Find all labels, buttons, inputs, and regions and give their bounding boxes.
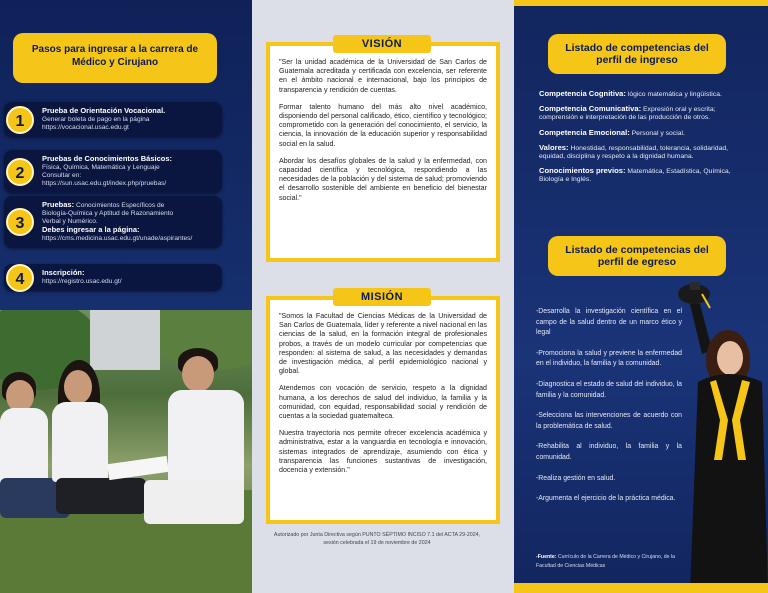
step-2 xyxy=(4,150,222,193)
list-item: -Realiza gestión en salud. xyxy=(536,474,616,482)
item-label: Competencia Cognitiva: xyxy=(539,89,626,98)
step-4 xyxy=(4,264,222,291)
step-number: 1 xyxy=(6,106,34,134)
source-note xyxy=(536,553,684,570)
bottom-accent xyxy=(514,583,768,593)
step-link[interactable]: https://cms.medicina.usac.edu.gt/unade/aspirantes/ xyxy=(42,235,193,242)
step-3 xyxy=(4,196,222,248)
item-text: Matemática, Estadística, Química, Biología e Inglés. xyxy=(539,168,731,184)
list-item xyxy=(539,90,751,99)
step-1 xyxy=(4,102,222,137)
ingreso-title: Listado de competencias del perfil de ingreso xyxy=(548,34,726,74)
egreso-title: Listado de competencias del perfil de egreso xyxy=(548,236,726,276)
step-title: Prueba de Orientación Vocacional. xyxy=(42,106,166,115)
list-item xyxy=(539,167,751,184)
step-subtitle: Debes ingresar a la página: xyxy=(42,225,140,234)
step-title: Inscripción: xyxy=(42,268,85,277)
step-number: 4 xyxy=(6,264,34,292)
step-title: Pruebas de Conocimientos Básicos: xyxy=(42,154,173,163)
vision-mission-panel xyxy=(252,0,514,593)
step-number: 2 xyxy=(6,158,34,186)
graduate-photo xyxy=(676,280,768,593)
vision-paragraph: "Ser la unidad académica de la Universidad de San Carlos de Guatemala acreditada y certificada con excelencia, ser referente en el ámbito nacional e internacional, bajo los principios de transparencia y rendición de cuentas. xyxy=(279,58,487,94)
vision-box xyxy=(266,42,500,262)
item-text: Expresión oral y escrita; comprensión e interpretación de las producción de otros. xyxy=(539,106,716,122)
item-text: Honestidad, responsabilidad, tolerancia, solidaridad, equidad, disciplina y respeto a la dignidad humana. xyxy=(539,144,729,161)
steps-panel xyxy=(0,0,252,593)
list-item: -Desarrolla la investigación científica en el campo de la salud dentro de un marco ético y legal xyxy=(536,308,682,337)
steps-title: Pasos para ingresar a la carrera de Médico y Cirujano xyxy=(13,33,217,83)
list-item: -Selecciona las intervenciones de acuerdo con la problemática de salud. xyxy=(536,412,682,430)
step-title: Pruebas: xyxy=(42,200,75,209)
list-item: -Rehabilita al individuo, la familia y la comunidad. xyxy=(536,443,682,461)
list-item xyxy=(539,105,751,122)
step-text: Conocimientos Específicos de xyxy=(75,202,165,209)
list-item: -Argumenta el ejercicio de la práctica médica. xyxy=(536,495,676,503)
item-label: Competencia Comunicativa: xyxy=(539,104,642,114)
mission-box xyxy=(266,296,500,524)
mission-paragraph: Nuestra trayectoria nos permite ofrecer excelencia académica y administrativa, estar a la vanguardia en tecnología e innovación, sistemas integrados de aprendizaje, asumiendo con ética y transparencia las funciones sustantivas de investigación, docencia y extensión." xyxy=(279,429,487,475)
item-label: Competencia Emocional: xyxy=(539,127,630,137)
step-text: Consultar en: xyxy=(42,172,82,179)
source-label: -Fuente: xyxy=(536,554,557,560)
top-accent xyxy=(514,0,768,6)
step-text: Generar boleta de pago en la página xyxy=(42,116,150,123)
ingreso-list xyxy=(539,90,751,191)
egreso-list xyxy=(536,307,682,515)
mission-label: MISIÓN xyxy=(333,288,431,306)
mission-paragraph: "Somos la Facultad de Ciencias Médicas de la Universidad de San Carlos de Guatemala, líder y referente a nivel nacional en las ciencias de la salud, en la formación integral de profesionales probos, a través de un modelo curricular por competencias que responden: al sistema de salud, a las necesidades y demandas de investigación médica, al perfil epidemiológico nacional y global. xyxy=(279,312,487,376)
list-item: -Promociona la salud y previene la enfermedad en el individuo, la familia y la comunidad. xyxy=(536,349,682,368)
list-item xyxy=(539,129,751,138)
step-link[interactable]: https://vocacional.usac.edu.gt xyxy=(42,124,129,131)
mission-paragraph: Atendemos con vocación de servicio, respeto a la dignidad humana, a los derechos de salud del individuo, la familia y la comunidad, con equidad, responsabilidad social y rendición de cuentas a la sociedad guatemalteca. xyxy=(279,384,487,421)
vision-label: VISIÓN xyxy=(333,35,431,53)
item-text: lógico matemática y lingüística. xyxy=(627,91,722,98)
step-text: Biología-Química y Aptitud de Razonamiento xyxy=(42,210,174,217)
list-item xyxy=(539,144,751,161)
vision-paragraph: Abordar los desafíos globales de la salud y la enfermedad, con capacidad científica y tecnológica, respondiendo a las necesidades de la población y del sistema de salud; promoviendo el desarrollo sostenible del ambiente en beneficio del bienestar social." xyxy=(279,156,487,202)
step-link[interactable]: https://sun.usac.edu.gt/index.php/pruebas/ xyxy=(42,180,167,187)
vision-paragraph: Formar talento humano del más alto nivel académico, disponiendo del personal calificado, ético, científico y tecnológico; comprometido con la generación del conocimiento, el servicio, la ciencia, la innovación de la educación superior y responsabilidad social en la salud. xyxy=(279,102,487,148)
item-label: Valores: xyxy=(539,142,569,152)
step-text: Verbal y Numérico. xyxy=(42,218,98,225)
list-item: -Diagnostica el estado de salud del individuo, la familia y la comunidad. xyxy=(536,380,682,399)
step-number: 3 xyxy=(6,208,34,236)
students-photo xyxy=(0,310,252,593)
step-link[interactable]: https://registro.usac.edu.gt/ xyxy=(42,278,122,285)
item-text: Personal y social. xyxy=(631,129,685,137)
authorization-note: Autorizado por Junta Directiva según PUNTO SÉPTIMO INCISO 7.1 del ACTA 29-2024, sesión celebrada el 19 de noviembre de 2024 xyxy=(273,532,481,547)
source-text: Currículo de la Carrera de Médico y Cirujano, de la Facultad de Ciencias Médicas xyxy=(536,554,675,569)
item-label: Conocimientos previos: xyxy=(539,166,626,176)
step-text: Física, Química, Matemática y Lenguaje xyxy=(42,164,160,171)
